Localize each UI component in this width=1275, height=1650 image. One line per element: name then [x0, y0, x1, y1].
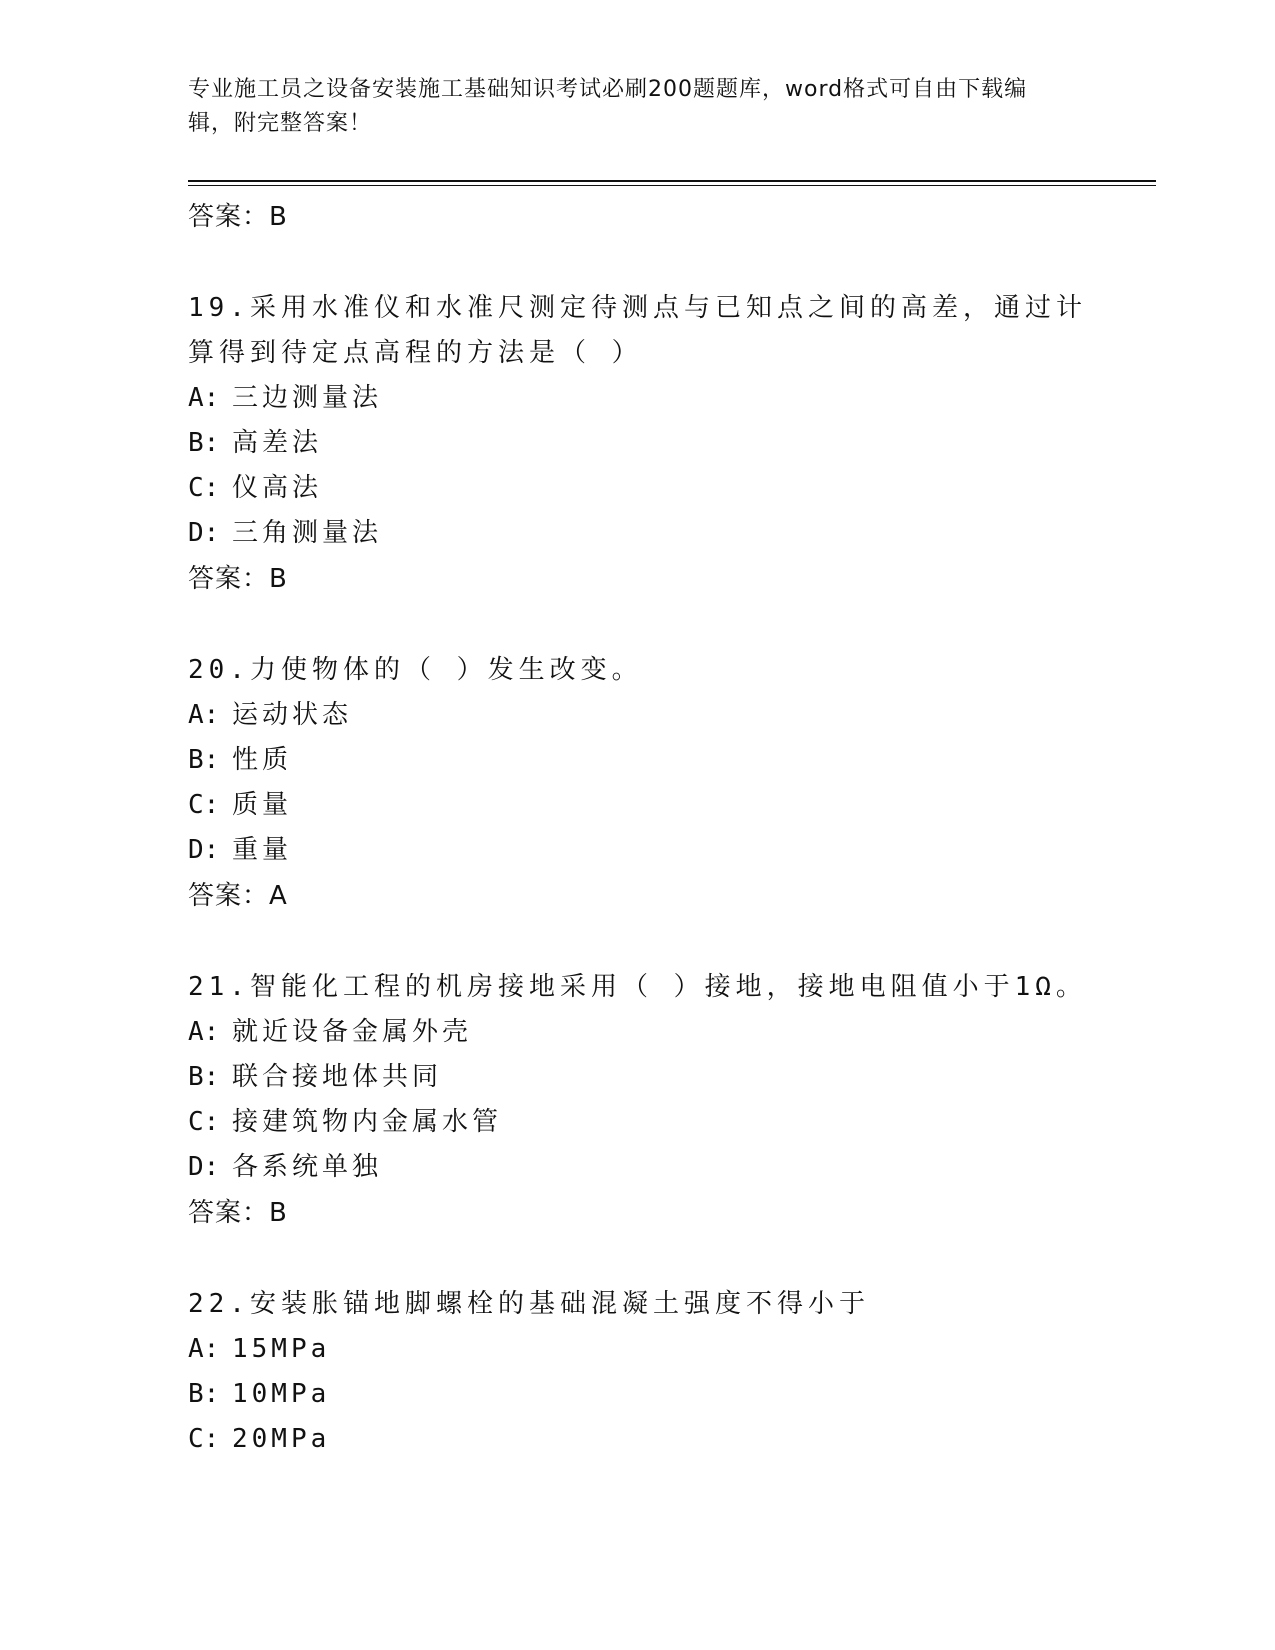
option-b	[188, 1372, 1088, 1417]
option-text: 10MPa	[232, 1379, 331, 1409]
option-key: C:	[188, 473, 220, 503]
header-divider	[188, 180, 1156, 182]
option-c	[188, 466, 1088, 511]
option-key: C:	[188, 1424, 220, 1454]
option-key: C:	[188, 790, 220, 820]
option-key: B:	[188, 1379, 220, 1409]
option-text: 20MPa	[232, 1424, 331, 1454]
question-block	[188, 965, 1088, 1236]
question-block	[188, 648, 1088, 919]
document-header: 专业施工员之设备安装施工基础知识考试必刷200题题库，word格式可自由下载编辑，附完整答案！	[188, 77, 1028, 136]
header-divider-thin	[188, 185, 1156, 186]
option-key: A:	[188, 383, 220, 413]
option-d	[188, 1145, 1088, 1190]
question-block	[188, 286, 1088, 602]
option-key: B:	[188, 428, 220, 458]
option-key: B:	[188, 1062, 220, 1092]
option-text: 各系统单独	[232, 1152, 383, 1182]
question-stem: 20.力使物体的（ ）发生改变。	[188, 655, 643, 685]
option-key: A:	[188, 1334, 220, 1364]
option-text: 质量	[232, 790, 293, 820]
question-content	[188, 188, 1088, 1462]
option-key: A:	[188, 1017, 220, 1047]
option-text: 就近设备金属外壳	[232, 1017, 473, 1047]
option-text: 三边测量法	[232, 383, 383, 413]
answer-line: 答案：B	[188, 202, 288, 232]
question-stem: 19.采用水准仪和水准尺测定待测点与已知点之间的高差，通过计算得到待定点高程的方法是（ ）	[188, 293, 1087, 368]
option-key: D:	[188, 518, 220, 548]
question-stem: 21.智能化工程的机房接地采用（ ）接地，接地电阻值小于1Ω。	[188, 972, 1087, 1002]
option-c	[188, 1417, 1088, 1462]
option-a	[188, 376, 1088, 421]
option-d	[188, 511, 1088, 556]
option-key: B:	[188, 745, 220, 775]
option-text: 联合接地体共同	[232, 1062, 443, 1092]
answer-line: 答案：B	[188, 564, 288, 594]
option-text: 接建筑物内金属水管	[232, 1107, 503, 1137]
option-a	[188, 1327, 1088, 1372]
option-a	[188, 693, 1088, 738]
option-key: D:	[188, 835, 220, 865]
answer-line: 答案：A	[188, 881, 288, 911]
option-key: C:	[188, 1107, 220, 1137]
option-text: 仪高法	[232, 473, 323, 503]
option-text: 重量	[232, 835, 293, 865]
option-key: A:	[188, 700, 220, 730]
option-a	[188, 1010, 1088, 1055]
question-stem: 22.安装胀锚地脚螺栓的基础混凝土强度不得小于	[188, 1289, 870, 1319]
option-text: 三角测量法	[232, 518, 383, 548]
option-b	[188, 421, 1088, 466]
option-key: D:	[188, 1152, 220, 1182]
option-text: 15MPa	[232, 1334, 331, 1364]
option-b	[188, 1055, 1088, 1100]
option-text: 性质	[232, 745, 293, 775]
answer-line: 答案：B	[188, 1198, 288, 1228]
option-text: 高差法	[232, 428, 323, 458]
option-c	[188, 783, 1088, 828]
option-d	[188, 828, 1088, 873]
option-text: 运动状态	[232, 700, 353, 730]
option-c	[188, 1100, 1088, 1145]
question-block	[188, 1282, 1088, 1462]
option-b	[188, 738, 1088, 783]
